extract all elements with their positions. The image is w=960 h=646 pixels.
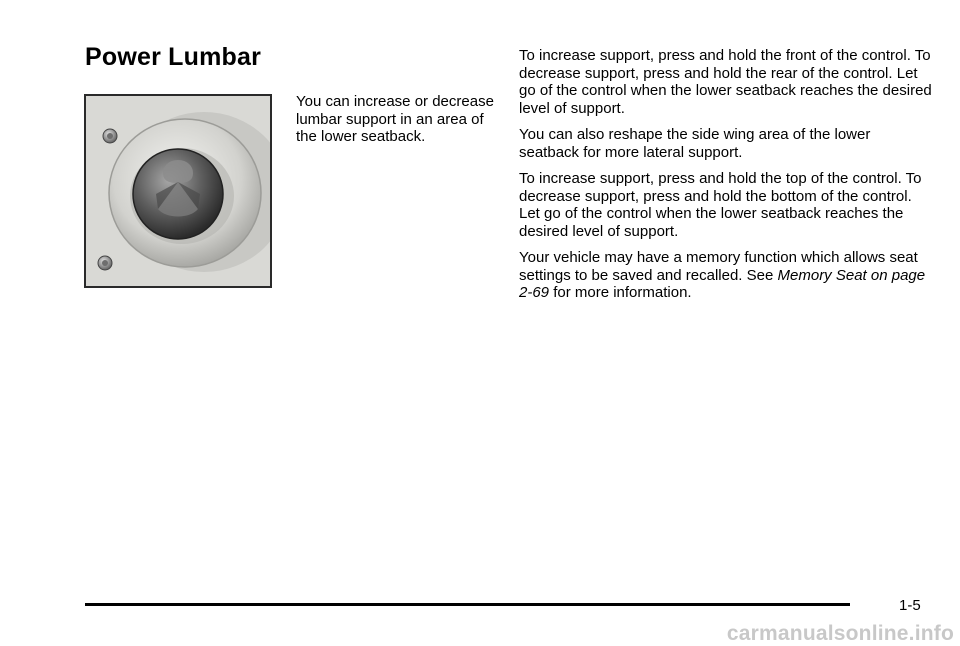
lumbar-control-illustration: [84, 94, 272, 288]
instructions-column: [519, 47, 934, 311]
footer-rule: [85, 603, 850, 606]
lumbar-control-icon: [86, 96, 270, 286]
page-title: Power Lumbar: [85, 43, 262, 71]
watermark: carmanualsonline.info: [726, 622, 954, 645]
paragraph-front-rear: To increase support, press and hold the front of the control. To decrease support, press and hold the rear of the control. Let go of the control when the lower seatback reaches the desired level of support.: [519, 47, 932, 117]
memory-text-end: for more information.: [549, 284, 692, 301]
paragraph-top-bottom: To increase support, press and hold the top of the control. To decrease support, press and hold the bottom of the control. Let go of the control when the lower seatback reaches the desired level of support.: [519, 170, 922, 240]
intro-text: You can increase or decrease lumbar support in an area of the lower seatback.: [296, 93, 494, 145]
paragraph-side-wing: You can also reshape the side wing area of the lower seatback for more lateral support.: [519, 126, 871, 161]
memory-seat-reference: Memory Seat on page 2-69: [519, 266, 926, 301]
memory-text-start: Your vehicle may have a memory function which allows seat settings to be saved and recalled. See: [519, 249, 918, 284]
page-number: 1-5: [899, 597, 921, 614]
paragraph-memory: [519, 249, 934, 302]
